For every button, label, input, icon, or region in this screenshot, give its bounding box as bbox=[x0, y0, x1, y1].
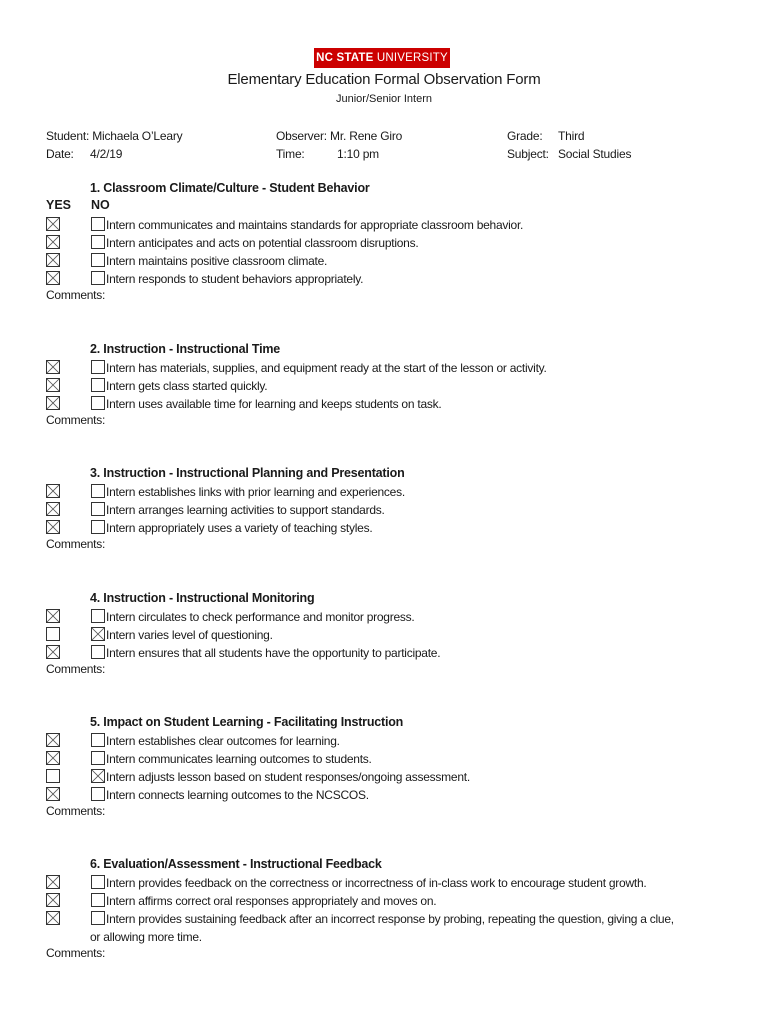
date-row bbox=[46, 145, 122, 163]
no-checkbox[interactable] bbox=[91, 733, 105, 747]
comments-label: Comments: bbox=[46, 288, 106, 302]
no-checkbox[interactable] bbox=[91, 751, 105, 765]
criterion-text: Intern ensures that all students have the opportunity to participate. bbox=[106, 646, 441, 660]
x-mark-icon bbox=[92, 770, 104, 782]
no-checkbox[interactable] bbox=[91, 271, 105, 285]
criterion-text: Intern maintains positive classroom climate. bbox=[106, 254, 328, 268]
yes-checkbox[interactable] bbox=[46, 609, 60, 623]
no-checkbox[interactable] bbox=[91, 520, 105, 534]
no-checkbox[interactable] bbox=[91, 396, 105, 410]
yes-checkbox[interactable] bbox=[46, 645, 60, 659]
criterion-text: Intern gets class started quickly. bbox=[106, 379, 268, 393]
criterion-text: Intern varies level of questioning. bbox=[106, 628, 273, 642]
no-checkbox[interactable] bbox=[91, 253, 105, 267]
no-checkbox[interactable] bbox=[91, 769, 105, 783]
criterion-row bbox=[0, 733, 768, 751]
section-title: 1. Classroom Climate/Culture - Student Behavior bbox=[90, 181, 370, 195]
date-label: Date: bbox=[46, 147, 74, 161]
yes-checkbox[interactable] bbox=[46, 217, 60, 231]
comments-label: Comments: bbox=[46, 946, 106, 960]
criterion-row bbox=[0, 645, 768, 663]
comments-label: Comments: bbox=[46, 804, 106, 818]
yes-checkbox[interactable] bbox=[46, 253, 60, 267]
x-mark-icon bbox=[47, 912, 59, 924]
criterion-text: Intern anticipates and acts on potential classroom disruptions. bbox=[106, 236, 419, 250]
no-checkbox[interactable] bbox=[91, 893, 105, 907]
criterion-row bbox=[0, 911, 768, 929]
criterion-text: Intern provides sustaining feedback after an incorrect response by probing, repeating the question, giving a clue, bbox=[106, 912, 674, 926]
criterion-row bbox=[0, 609, 768, 627]
grade-row bbox=[507, 127, 584, 145]
criterion-row bbox=[0, 396, 768, 414]
yes-checkbox[interactable] bbox=[46, 893, 60, 907]
x-mark-icon bbox=[47, 521, 59, 533]
criterion-row bbox=[0, 253, 768, 271]
criterion-row bbox=[0, 378, 768, 396]
section-title: 5. Impact on Student Learning - Facilitating Instruction bbox=[90, 715, 404, 729]
date-value: 4/2/19 bbox=[90, 147, 123, 161]
criterion-row bbox=[0, 520, 768, 538]
section-title: 3. Instruction - Instructional Planning and Presentation bbox=[90, 466, 405, 480]
section-title: 2. Instruction - Instructional Time bbox=[90, 342, 281, 356]
criterion-row bbox=[0, 484, 768, 502]
student-name: Michaela O’Leary bbox=[92, 129, 183, 143]
no-checkbox[interactable] bbox=[91, 378, 105, 392]
criterion-text: Intern has materials, supplies, and equipment ready at the start of the lesson or activity. bbox=[106, 361, 547, 375]
no-checkbox[interactable] bbox=[91, 911, 105, 925]
criterion-text: Intern arranges learning activities to support standards. bbox=[106, 503, 385, 517]
yes-checkbox[interactable] bbox=[46, 875, 60, 889]
no-checkbox[interactable] bbox=[91, 360, 105, 374]
criterion-row bbox=[0, 502, 768, 520]
criterion-text: Intern affirms correct oral responses appropriately and moves on. bbox=[106, 894, 437, 908]
x-mark-icon bbox=[47, 646, 59, 658]
criterion-text: Intern uses available time for learning and keeps students on task. bbox=[106, 397, 442, 411]
x-mark-icon bbox=[47, 485, 59, 497]
criterion-text: Intern responds to student behaviors appropriately. bbox=[106, 272, 364, 286]
x-mark-icon bbox=[47, 734, 59, 746]
criterion-row bbox=[0, 787, 768, 805]
criterion-text: Intern circulates to check performance and monitor progress. bbox=[106, 610, 415, 624]
form-subtitle: Junior/Senior Intern bbox=[336, 93, 432, 105]
yes-checkbox[interactable] bbox=[46, 378, 60, 392]
criterion-row bbox=[0, 875, 768, 893]
time-value: 1:10 pm bbox=[337, 147, 379, 161]
criterion-row bbox=[0, 235, 768, 253]
x-mark-icon bbox=[47, 503, 59, 515]
yes-checkbox[interactable] bbox=[46, 751, 60, 765]
yes-checkbox[interactable] bbox=[46, 271, 60, 285]
criterion-row bbox=[0, 751, 768, 769]
time-row bbox=[276, 145, 379, 163]
x-mark-icon bbox=[47, 610, 59, 622]
logo-strong-text: NC STATE bbox=[316, 52, 374, 64]
yes-checkbox[interactable] bbox=[46, 733, 60, 747]
yes-checkbox[interactable] bbox=[46, 484, 60, 498]
x-mark-icon bbox=[47, 379, 59, 391]
time-label: Time: bbox=[276, 147, 305, 161]
no-checkbox[interactable] bbox=[91, 217, 105, 231]
no-checkbox[interactable] bbox=[91, 645, 105, 659]
criterion-text: Intern adjusts lesson based on student responses/ongoing assessment. bbox=[106, 770, 470, 784]
x-mark-icon bbox=[47, 788, 59, 800]
observer-name: Mr. Rene Giro bbox=[330, 129, 403, 143]
no-checkbox[interactable] bbox=[91, 627, 105, 641]
criterion-row bbox=[0, 893, 768, 911]
x-mark-icon bbox=[47, 218, 59, 230]
x-mark-icon bbox=[47, 894, 59, 906]
subject-row bbox=[507, 145, 631, 163]
observer-label: Observer: bbox=[276, 129, 327, 143]
grade-value: Third bbox=[558, 129, 585, 143]
x-mark-icon bbox=[47, 236, 59, 248]
yes-checkbox[interactable] bbox=[46, 502, 60, 516]
criterion-row bbox=[0, 627, 768, 645]
no-checkbox[interactable] bbox=[91, 875, 105, 889]
x-mark-icon bbox=[47, 876, 59, 888]
no-column-header: NO bbox=[91, 198, 110, 212]
yes-checkbox[interactable] bbox=[46, 396, 60, 410]
yes-checkbox[interactable] bbox=[46, 911, 60, 925]
subject-value: Social Studies bbox=[558, 147, 632, 161]
criterion-row bbox=[0, 360, 768, 378]
criterion-text: Intern establishes clear outcomes for learning. bbox=[106, 734, 340, 748]
logo-rest-text: UNIVERSITY bbox=[376, 52, 448, 64]
criterion-text: Intern provides feedback on the correctness or incorrectness of in-class work to encourage student growth. bbox=[106, 876, 647, 890]
student-label: Student: bbox=[46, 129, 90, 143]
form-title: Elementary Education Formal Observation Form bbox=[227, 71, 541, 88]
x-mark-icon bbox=[92, 628, 104, 640]
subject-label: Subject: bbox=[507, 147, 549, 161]
criterion-text: Intern appropriately uses a variety of teaching styles. bbox=[106, 521, 373, 535]
x-mark-icon bbox=[47, 361, 59, 373]
comments-label: Comments: bbox=[46, 413, 106, 427]
criterion-row bbox=[0, 217, 768, 235]
yes-column-header: YES bbox=[46, 198, 72, 212]
yes-checkbox[interactable] bbox=[46, 787, 60, 801]
section-title: 4. Instruction - Instructional Monitoring bbox=[90, 591, 315, 605]
criterion-text: Intern communicates and maintains standards for appropriate classroom behavior. bbox=[106, 218, 524, 232]
yes-checkbox[interactable] bbox=[46, 769, 60, 783]
criterion-text: Intern establishes links with prior learning and experiences. bbox=[106, 485, 405, 499]
criterion-row bbox=[0, 271, 768, 289]
x-mark-icon bbox=[47, 272, 59, 284]
yes-checkbox[interactable] bbox=[46, 360, 60, 374]
criterion-row bbox=[0, 769, 768, 787]
student-row bbox=[46, 127, 182, 145]
nc-state-logo bbox=[314, 48, 450, 68]
no-checkbox[interactable] bbox=[91, 787, 105, 801]
no-checkbox[interactable] bbox=[91, 502, 105, 516]
yes-checkbox[interactable] bbox=[46, 627, 60, 641]
x-mark-icon bbox=[47, 397, 59, 409]
no-checkbox[interactable] bbox=[91, 609, 105, 623]
comments-label: Comments: bbox=[46, 537, 106, 551]
criterion-text: Intern communicates learning outcomes to students. bbox=[106, 752, 372, 766]
yes-checkbox[interactable] bbox=[46, 520, 60, 534]
no-checkbox[interactable] bbox=[91, 484, 105, 498]
criterion-text-continuation: or allowing more time. bbox=[90, 930, 202, 944]
comments-label: Comments: bbox=[46, 662, 106, 676]
x-mark-icon bbox=[47, 752, 59, 764]
criterion-text: Intern connects learning outcomes to the NCSCOS. bbox=[106, 788, 369, 802]
no-checkbox[interactable] bbox=[91, 235, 105, 249]
section-title: 6. Evaluation/Assessment - Instructional Feedback bbox=[90, 857, 382, 871]
grade-label: Grade: bbox=[507, 129, 543, 143]
observer-row bbox=[276, 127, 402, 145]
x-mark-icon bbox=[47, 254, 59, 266]
yes-checkbox[interactable] bbox=[46, 235, 60, 249]
